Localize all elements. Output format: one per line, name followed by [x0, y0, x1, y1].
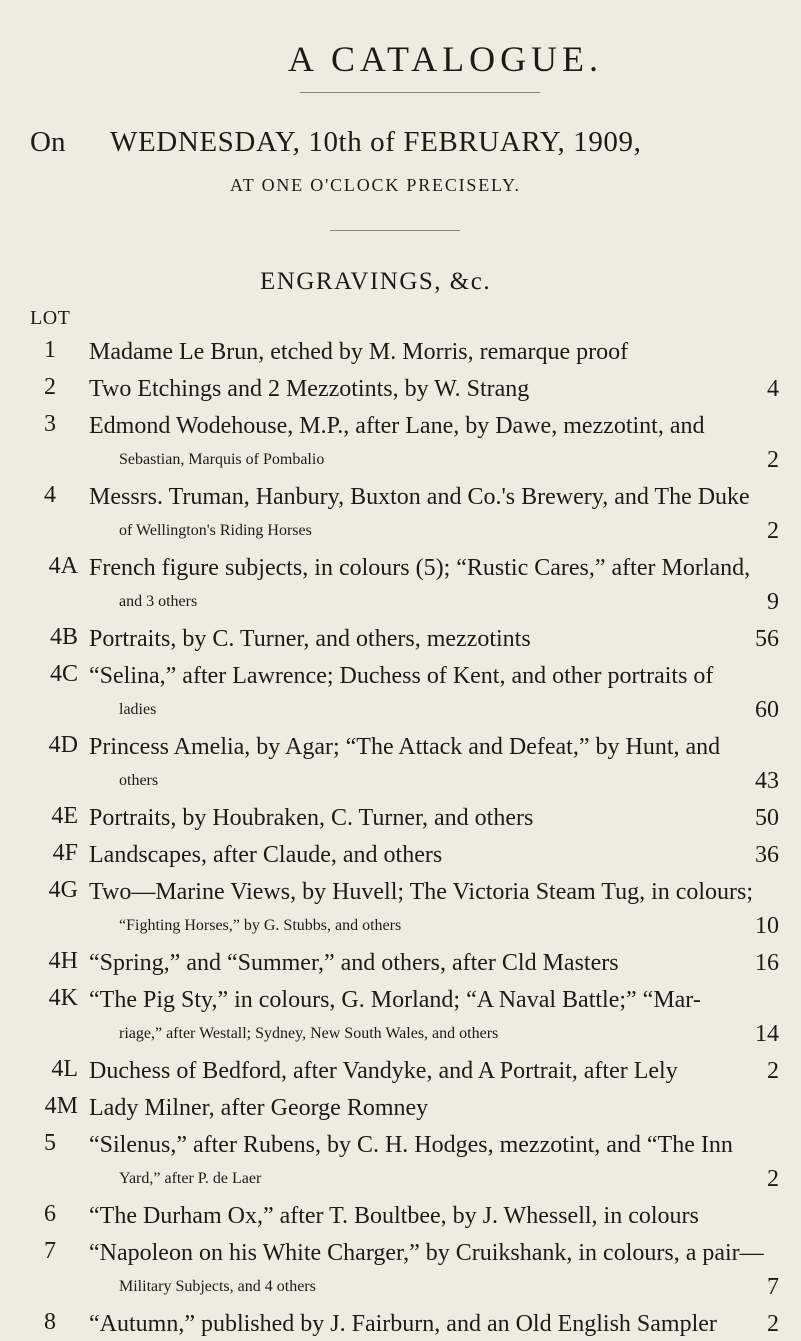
lot-quantity: 56	[755, 626, 779, 652]
lot-description	[89, 372, 779, 406]
catalogue-title: A CATALOGUE.	[287, 39, 604, 79]
sale-time: AT ONE O'CLOCK PRECISELY.	[230, 175, 521, 195]
lot-entry	[0, 659, 801, 727]
lot-description-line: Messrs. Truman, Hanbury, Buxton and Co.'s Brewery, and The Duke	[89, 484, 750, 510]
lot-description-line: Military Subjects, and 4 others	[119, 1278, 316, 1295]
lot-quantity: 9	[767, 589, 779, 615]
lot-quantity: 50	[755, 805, 779, 831]
lot-description-line: French figure subjects, in colours (5); “Rustic Cares,” after Morland,	[89, 555, 751, 581]
lot-description-line: of Wellington's Riding Horses	[119, 522, 312, 539]
lot-entry	[0, 372, 801, 406]
lot-description-line: “Autumn,” published by J. Fairburn, and an Old English Sampler	[89, 1311, 717, 1337]
lot-entry	[0, 1307, 801, 1341]
lot-description-line: ladies	[119, 701, 157, 718]
lot-description-line: “The Pig Sty,” in colours, G. Morland; “A Naval Battle;” “Mar-	[89, 987, 701, 1013]
lot-description-line: Two—Marine Views, by Huvell; The Victoria Steam Tug, in colours;	[89, 879, 754, 905]
lot-description	[89, 551, 779, 619]
lot-description-line: “Fighting Horses,” by G. Stubbs, and others	[119, 917, 402, 934]
lot-number: 4C	[49, 661, 78, 687]
lot-entry	[0, 1091, 801, 1125]
lot-number: 3	[44, 411, 56, 437]
lot-description	[89, 1199, 779, 1233]
lot-entry	[0, 946, 801, 980]
lot-entry	[0, 838, 801, 872]
lot-number: 4L	[51, 1056, 78, 1082]
lot-quantity: 2	[767, 1058, 779, 1084]
lot-entry	[0, 622, 801, 656]
lot-entry	[0, 480, 801, 548]
lot-description-line: Madame Le Brun, etched by M. Morris, remarque proof	[89, 339, 629, 365]
lot-number: 4B	[49, 624, 78, 650]
lot-description	[89, 480, 779, 548]
lot-description	[89, 1128, 779, 1196]
sale-date: WEDNESDAY, 10th of FEBRUARY, 1909,	[110, 126, 642, 158]
lot-number: 4H	[48, 948, 78, 974]
lot-number: 1	[44, 337, 56, 363]
lot-description-line: riage,” after Westall; Sydney, New South Wales, and others	[119, 1025, 499, 1042]
lot-description-line: Duchess of Bedford, after Vandyke, and A Portrait, after Lely	[89, 1058, 678, 1084]
lot-description-line: Princess Amelia, by Agar; “The Attack and Defeat,” by Hunt, and	[89, 734, 721, 760]
lot-number: 5	[44, 1130, 56, 1156]
lot-description-line: others	[119, 772, 159, 789]
lot-description	[89, 622, 779, 656]
lot-description-line: Edmond Wodehouse, M.P., after Lane, by Dawe, mezzotint, and	[89, 413, 705, 439]
lot-number: 8	[44, 1309, 56, 1335]
lot-entry	[0, 335, 801, 369]
lot-quantity: 4	[767, 376, 779, 402]
lot-number: 4M	[44, 1093, 78, 1119]
lot-entry	[0, 983, 801, 1051]
lot-number: 4G	[48, 877, 78, 903]
lot-description-line: Portraits, by C. Turner, and others, mezzotints	[89, 626, 531, 652]
lot-description	[89, 801, 779, 835]
lot-description	[89, 838, 779, 872]
lot-description-line: Two Etchings and 2 Mezzotints, by W. Strang	[89, 376, 530, 402]
lot-entry	[0, 409, 801, 477]
lot-number: 2	[44, 374, 56, 400]
lot-description-line: “Selina,” after Lawrence; Duchess of Kent, and other portraits of	[89, 663, 714, 689]
lot-number: 6	[44, 1201, 56, 1227]
on-label: On	[30, 126, 66, 158]
lot-description-line: “Spring,” and “Summer,” and others, after Cld Masters	[89, 950, 619, 976]
lot-description-line: Portraits, by Houbraken, C. Turner, and others	[89, 805, 534, 831]
lot-description	[89, 409, 779, 477]
lot-description	[89, 983, 779, 1051]
lot-quantity: 14	[755, 1021, 779, 1047]
lot-quantity: 2	[767, 1166, 779, 1192]
lot-entry	[0, 801, 801, 835]
lot-description-line: Yard,” after P. de Laer	[119, 1170, 262, 1187]
lot-number: 4F	[52, 840, 78, 866]
lot-description-line: Lady Milner, after George Romney	[89, 1095, 429, 1121]
lot-quantity: 60	[755, 697, 779, 723]
lot-entry	[0, 1236, 801, 1304]
lot-description	[89, 1236, 779, 1304]
lot-description-line: and 3 others	[119, 593, 198, 610]
lot-description-line: Landscapes, after Claude, and others	[89, 842, 443, 868]
lot-description-line: “Napoleon on his White Charger,” by Cruikshank, in colours, a pair—	[89, 1240, 764, 1266]
lot-description-line: “The Durham Ox,” after T. Boultbee, by J. Whessell, in colours	[89, 1203, 699, 1229]
lot-quantity: 7	[767, 1274, 779, 1300]
lot-description-line: “Silenus,” after Rubens, by C. H. Hodges, mezzotint, and “The Inn	[89, 1132, 733, 1158]
lot-entry	[0, 551, 801, 619]
lot-number: 4	[44, 482, 56, 508]
lot-quantity: 2	[767, 447, 779, 473]
section-title: ENGRAVINGS, &c.	[260, 268, 492, 295]
lot-description	[89, 335, 779, 369]
lot-description	[89, 946, 779, 980]
lot-entry	[0, 875, 801, 943]
lot-description	[89, 659, 779, 727]
lot-entry	[0, 1128, 801, 1196]
date-divider	[330, 230, 460, 231]
lot-description	[89, 875, 779, 943]
lot-number: 7	[44, 1238, 56, 1264]
title-divider	[300, 92, 540, 93]
lot-description	[89, 1091, 779, 1125]
lot-quantity: 10	[755, 913, 779, 939]
lot-description	[89, 1054, 779, 1088]
lot-number: 4D	[48, 732, 78, 758]
lot-quantity: 2	[767, 518, 779, 544]
lot-description	[89, 730, 779, 798]
lot-quantity: 16	[755, 950, 779, 976]
lot-number: 4E	[51, 803, 78, 829]
lot-quantity: 2	[767, 1311, 779, 1337]
lot-description	[89, 1307, 779, 1341]
lot-quantity: 36	[755, 842, 779, 868]
lot-number: 4K	[48, 985, 78, 1011]
lot-column-heading: LOT	[30, 307, 71, 329]
lot-entry	[0, 730, 801, 798]
lot-entry	[0, 1054, 801, 1088]
lot-number: 4A	[48, 553, 78, 579]
lot-description-line: Sebastian, Marquis of Pombalio	[119, 451, 325, 468]
lot-entry	[0, 1199, 801, 1233]
lot-quantity: 43	[755, 768, 779, 794]
